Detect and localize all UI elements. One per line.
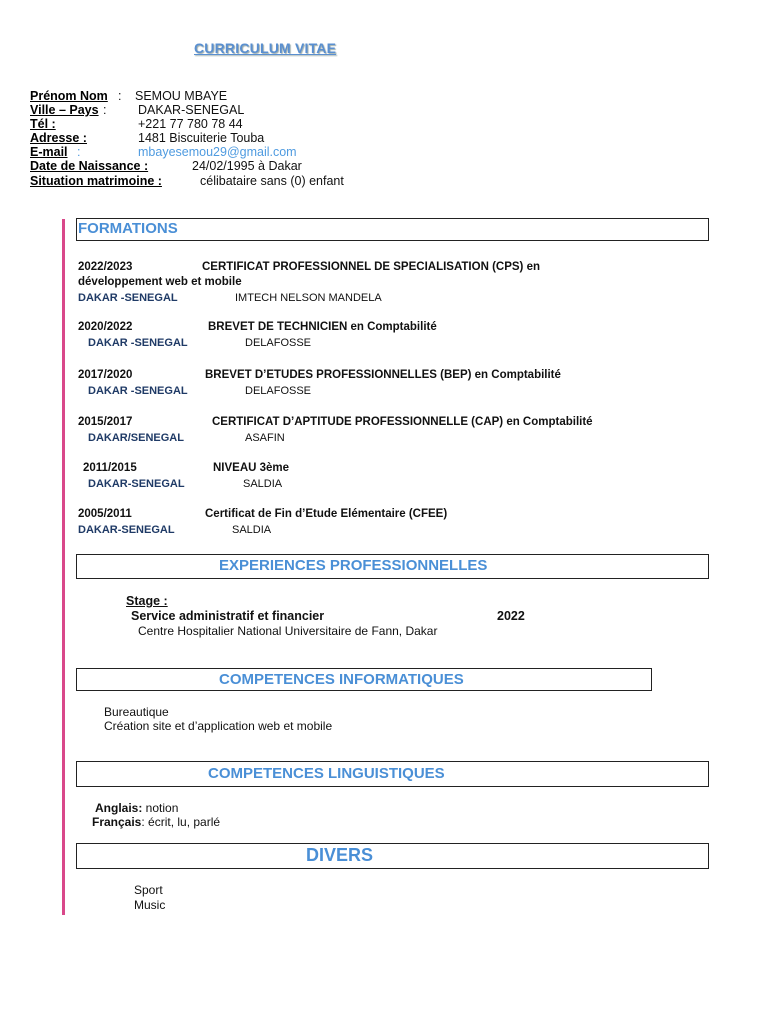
- email-label: E-mail: [30, 145, 68, 159]
- marital-label: Situation matrimoine :: [30, 174, 162, 188]
- divers-title: DIVERS: [306, 845, 374, 865]
- city-label: Ville – Pays: [30, 103, 99, 117]
- name-value: SEMOU MBAYE: [135, 89, 228, 103]
- address-label: Adresse :: [30, 131, 87, 145]
- city-value: DAKAR-SENEGAL: [138, 103, 245, 117]
- language-level: : écrit, lu, parlé: [141, 815, 221, 829]
- marital-value: célibataire sans (0) enfant: [200, 174, 344, 188]
- formation-location: DAKAR -SENEGAL: [88, 385, 188, 397]
- name-label: Prénom Nom: [30, 89, 108, 103]
- formation-degree: NIVEAU 3ème: [213, 462, 290, 474]
- language-name: Anglais:: [95, 801, 143, 815]
- informatique-title: COMPETENCES INFORMATIQUES: [219, 671, 464, 688]
- language-item: [92, 815, 220, 829]
- formation-degree: BREVET DE TECHNICIEN en Comptabilité: [208, 321, 437, 333]
- document-title: CURRICULUM VITAE: [194, 40, 337, 56]
- linguistique-title: COMPETENCES LINGUISTIQUES: [208, 765, 445, 782]
- experience-place: Centre Hospitalier National Universitaire de Fann, Dakar: [138, 624, 438, 638]
- email-link[interactable]: mbayesemou29@gmail.com: [138, 145, 297, 159]
- formation-degree: BREVET D’ETUDES PROFESSIONNELLES (BEP) en Comptabilité: [205, 369, 561, 381]
- birthdate-label: Date de Naissance :: [30, 159, 149, 173]
- formation-school: SALDIA: [232, 524, 272, 536]
- formation-years: 2015/2017: [78, 416, 133, 428]
- experience-year: 2022: [497, 609, 525, 623]
- formation-location: DAKAR -SENEGAL: [88, 337, 188, 349]
- formation-school: DELAFOSSE: [245, 385, 312, 397]
- formation-degree: Certificat de Fin d’Etude Elémentaire (CFEE): [205, 508, 448, 520]
- divers-header-box: [76, 843, 709, 869]
- experience-role: Service administratif et financier: [131, 609, 325, 623]
- formation-location: DAKAR-SENEGAL: [88, 478, 185, 490]
- email-colon: :: [77, 145, 81, 159]
- formation-location: DAKAR -SENEGAL: [78, 292, 178, 304]
- formation-school: ASAFIN: [245, 432, 285, 444]
- birthdate-value: 24/02/1995 à Dakar: [192, 159, 302, 173]
- formations-title: FORMATIONS: [78, 220, 178, 237]
- formation-degree: CERTIFICAT D’APTITUDE PROFESSIONNELLE (CAP) en Comptabilité: [212, 416, 593, 428]
- formation-school: DELAFOSSE: [245, 337, 312, 349]
- formation-school: IMTECH NELSON MANDELA: [235, 292, 382, 304]
- formation-years: 2005/2011: [78, 508, 132, 520]
- phone-label: Tél :: [30, 117, 56, 131]
- left-accent-bar: [62, 219, 65, 915]
- experiences-title: EXPERIENCES PROFESSIONNELLES: [219, 557, 488, 574]
- hobby-item: Sport: [134, 883, 163, 897]
- skill-item: Création site et d’application web et mobile: [104, 719, 333, 733]
- language-item: [95, 801, 178, 815]
- formation-years: 2022/2023: [78, 261, 133, 273]
- formation-location: DAKAR/SENEGAL: [88, 432, 184, 444]
- formation-degree: CERTIFICAT PROFESSIONNEL DE SPECIALISATION (CPS) en: [202, 261, 540, 273]
- experience-type: Stage :: [126, 594, 168, 608]
- city-colon: :: [103, 103, 107, 117]
- formation-years: 2020/2022: [78, 321, 133, 333]
- address-value: 1481 Biscuiterie Touba: [138, 131, 265, 145]
- phone-value: +221 77 780 78 44: [138, 117, 243, 131]
- name-colon: :: [118, 89, 122, 103]
- hobby-item: Music: [134, 898, 166, 912]
- language-name: Français: [92, 815, 142, 829]
- formation-years: 2011/2015: [83, 462, 137, 474]
- formation-degree-cont: développement web et mobile: [78, 276, 242, 288]
- language-level: notion: [142, 801, 179, 815]
- formation-years: 2017/2020: [78, 369, 133, 381]
- skill-item: Bureautique: [104, 705, 169, 719]
- formation-location: DAKAR-SENEGAL: [78, 524, 175, 536]
- formation-school: SALDIA: [243, 478, 283, 490]
